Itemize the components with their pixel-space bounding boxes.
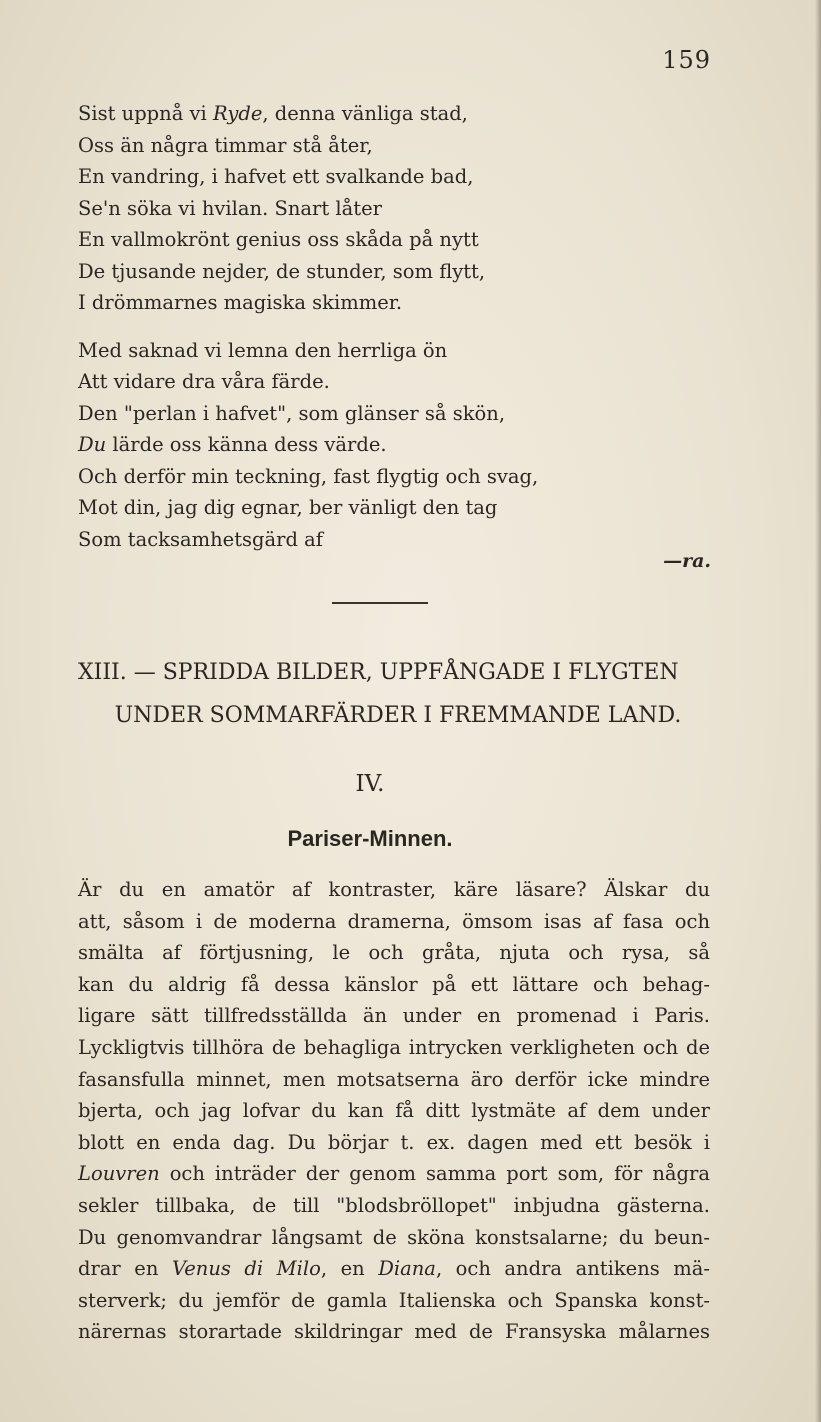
poem	[78, 98, 718, 555]
text-line: kan du aldrig få dessa känslor på ett lättare och behag-	[78, 972, 710, 996]
poem-line: Se'n söka vi hvilan. Snart låter	[78, 196, 382, 220]
text-line: bjerta, och jag lofvar du kan få ditt lystmäte af dem under	[78, 1099, 710, 1123]
section-heading-line2: UNDER SOMMARFÄRDER I FREMMANDE LAND.	[114, 703, 682, 728]
poem-line: En vandring, i hafvet ett svalkande bad,	[78, 165, 474, 188]
body-text	[78, 874, 710, 1348]
text-line: sekler tillbaka, de till "blodsbröllopet" inbjudna gästerna.	[78, 1193, 710, 1217]
poem-line: En vallmokrönt genius oss skåda på nytt	[78, 228, 479, 251]
part-number: IV.	[355, 771, 385, 797]
text-line: närernas storartade skildringar med de Fransyska målarnes	[78, 1320, 710, 1344]
poem-line: Mot din, jag dig egnar, ber vänligt den tag	[78, 496, 498, 519]
poem-line: Att vidare dra våra färde.	[78, 370, 330, 393]
text-line: Är du en amatör af kontraster, käre läsare? Älskar du	[78, 878, 710, 901]
poem-line: Oss än några timmar stå åter,	[78, 133, 373, 157]
poem-line: Den "perlan i hafvet", som glänser så skön,	[78, 401, 506, 425]
text-line: att, såsom i de moderna dramerna, ömsom isas af fasa och	[78, 909, 710, 933]
text-line: smälta af förtjusning, le och gråta, njuta och rysa, så	[78, 941, 710, 965]
text-line: drar en Venus di Milo, en Diana, och andra antikens mä-	[78, 1257, 710, 1281]
text-line: Lyckligtvis tillhöra de behagliga intrycken verkligheten och de	[78, 1035, 710, 1059]
section-heading-line1: XIII. — SPRIDDA BILDER, UPPFÅNGADE I FLYGTEN	[78, 660, 679, 685]
poem-line: Du lärde oss känna dess värde.	[78, 433, 387, 456]
text-line: fasansfulla minnet, men motsatserna äro derför icke mindre	[78, 1067, 710, 1091]
poem-line: Och derför min teckning, fast flygtig och svag,	[78, 464, 539, 488]
poem-line: Med saknad vi lemna den herrliga ön	[78, 338, 448, 362]
chapter-subtitle: Pariser-Minnen.	[287, 826, 453, 851]
section-divider	[332, 602, 428, 604]
text-line: sterverk; du jemför de gamla Italienska och Spanska konst-	[78, 1288, 710, 1312]
poem-line: Som tacksamhetsgärd af	[78, 527, 324, 551]
poem-signature: —ra.	[663, 550, 711, 572]
text-line: Louvren och inträder der genom samma port som, för några	[78, 1162, 710, 1186]
text-line: ligare sätt tillfredsställda än under en promenad i Paris.	[78, 1004, 710, 1028]
poem-line: I drömmarnes magiska skimmer.	[78, 291, 403, 314]
page-number: 159	[662, 46, 711, 74]
text-line: blott en enda dag. Du börjar t. ex. dagen med ett besök i	[78, 1130, 710, 1154]
poem-line: Sist uppnå vi Ryde, denna vänliga stad,	[78, 102, 468, 125]
page-edge-shadow	[815, 0, 821, 1422]
poem-line: De tjusande nejder, de stunder, som flytt,	[78, 259, 486, 283]
text-line: Du genomvandrar långsamt de sköna konstsalarne; du beun-	[78, 1225, 710, 1249]
